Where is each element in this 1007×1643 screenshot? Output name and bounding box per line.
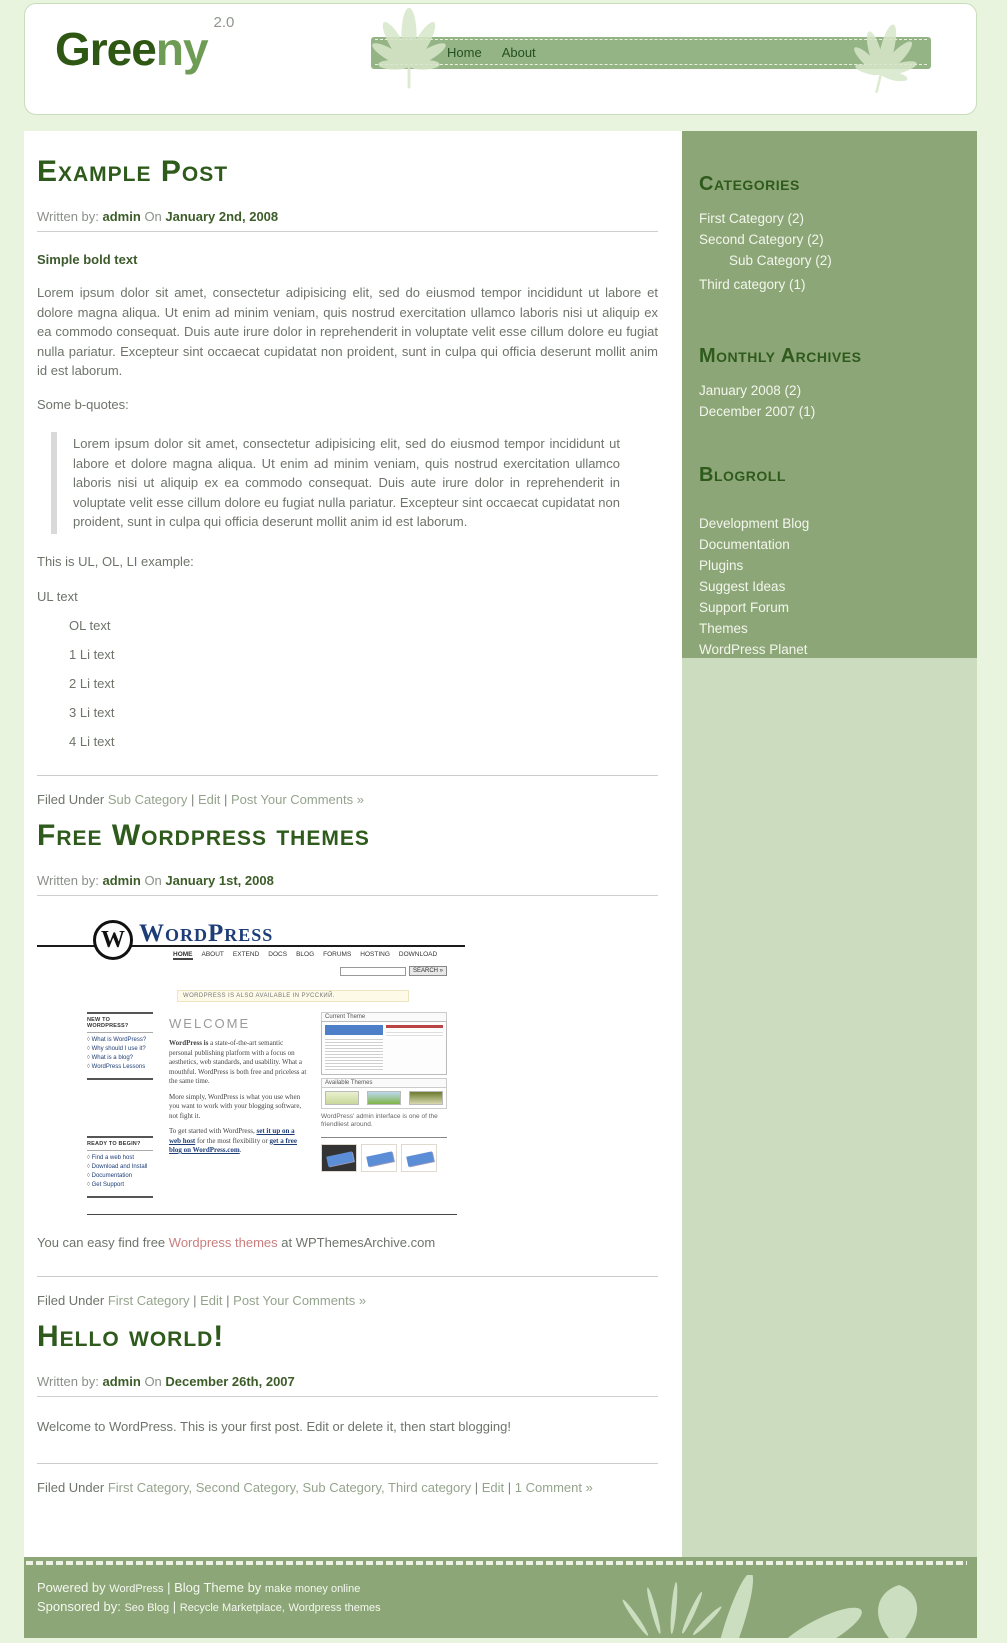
list-item — [699, 599, 959, 616]
wp-shot-right-column — [321, 1012, 447, 1198]
demo-list — [37, 589, 658, 749]
byline-prefix: Written by: — [37, 209, 99, 224]
wp-shot-nav-item: HOME — [173, 951, 193, 958]
list-item — [699, 536, 959, 553]
wordpress-themes-link[interactable]: Wordpress themes — [168, 1235, 278, 1250]
sidebar-item-wordpress-planet[interactable]: WordPress Planet — [699, 642, 808, 657]
wp-shot-link: ◊ WordPress Lessons — [87, 1063, 153, 1072]
wp-shot-sidebar-title: READY TO BEGIN? — [87, 1136, 153, 1151]
list-item — [699, 276, 959, 293]
comments-link[interactable]: Post Your Comments » — [231, 792, 364, 807]
closing-line — [37, 1235, 658, 1250]
closing-text: at WPThemesArchive.com — [281, 1235, 436, 1250]
archives-list — [699, 382, 959, 420]
footer-text — [37, 1579, 977, 1617]
blogroll-list — [699, 515, 959, 658]
main-content — [24, 131, 682, 1557]
sidebar-item-third-category[interactable]: Third category (1) — [699, 277, 806, 292]
list-intro: This is UL, OL, LI example: — [37, 553, 194, 569]
post-title[interactable]: Hello world! — [37, 1320, 225, 1353]
blockquote: Lorem ipsum dolor sit amet, consectetur adipisicing elit, sed do eiusmod tempor incididunt ut labore et dolore magna aliqua. Ut enim ad minim veniam, quis nostrud exercitation ullamco laboris nisi ut aliquip ex ea commodo consequat. Duis aute irure dolor in reprehenderit in voluptate velit esse cillum dolore eu fugiat nulla pariatur. Excepteur sint occaecat cupidatat non proident, sunt in culpa qui officia deserunt mollit anim id est laborum. — [51, 432, 630, 534]
list-item: UL text — [37, 589, 78, 604]
wp-shot-link: ◊ What is WordPress? — [87, 1036, 153, 1045]
gallery-thumbnail — [361, 1144, 397, 1172]
wp-shot-welcome-title: WELCOME — [169, 1016, 251, 1031]
wp-shot-sidebar-title: NEW TO WORDPRESS? — [87, 1012, 153, 1033]
filed-under-line — [37, 792, 658, 807]
separator: | — [507, 1479, 512, 1495]
sidebar — [682, 131, 977, 1557]
leaf-icon — [833, 11, 935, 113]
post-hello-world — [37, 1320, 658, 1495]
gallery-thumbnail — [321, 1144, 357, 1172]
post-divider — [37, 1463, 658, 1464]
theme-thumbnail — [325, 1091, 359, 1105]
wp-shot-link: ◊ Why should I use it? — [87, 1045, 153, 1054]
wp-shot-logo-text: WordPress — [139, 920, 274, 947]
wordpress-themes-link[interactable]: Wordpress themes — [288, 1602, 381, 1614]
post-byline — [37, 873, 658, 896]
nav-item-home[interactable]: Home — [447, 44, 482, 60]
wp-shot-theme-preview — [325, 1025, 383, 1071]
filed-category-link[interactable]: Sub Category — [107, 792, 188, 807]
byline-date: January 1st, 2008 — [165, 873, 274, 888]
list-item — [699, 382, 959, 399]
list-item — [729, 252, 959, 269]
list-item — [699, 515, 959, 532]
separator: | — [190, 792, 195, 807]
wp-shot-link: ◊ Get Support — [87, 1181, 153, 1190]
separator: | — [193, 1293, 197, 1308]
decorative-bar — [325, 1025, 383, 1035]
list-item — [699, 620, 959, 637]
sidebar-item-january-2008[interactable]: January 2008 (2) — [699, 383, 802, 398]
wp-shot-header — [37, 916, 465, 990]
theme-thumbnail — [367, 1091, 401, 1105]
main-row — [24, 131, 977, 1557]
categories-list — [699, 210, 959, 293]
page-wrapper — [24, 3, 977, 1638]
divider — [321, 1137, 447, 1138]
leaf-icon — [361, 4, 457, 100]
list-item: 1 Li text — [69, 647, 115, 662]
wp-shot-text: for the most flexibility or — [195, 1136, 270, 1145]
sidebar-item-december-2007[interactable]: December 2007 (1) — [699, 404, 816, 419]
decorative-lines — [325, 1037, 383, 1071]
byline-connector: On — [144, 873, 162, 888]
decorative-card — [406, 1151, 434, 1166]
wp-shot-sidebar-links — [87, 1033, 153, 1080]
wp-shot-available-themes-label: Available Themes — [321, 1078, 447, 1088]
wp-shot-gallery — [321, 1144, 447, 1172]
wp-shot-text: a state-of-the-art semantic personal publishing platform with a focus on aesthetics, web standards, and usability. What a mouthful. WordPress is both free and priceless at the same time. — [169, 1039, 307, 1085]
filed-category-link[interactable]: First Category, — [107, 1479, 193, 1495]
theme-thumbnail — [409, 1091, 443, 1105]
filed-under-line — [37, 1480, 658, 1495]
wordpress-screenshot-image — [37, 916, 465, 1215]
byline-prefix: Written by: — [37, 1374, 99, 1389]
wp-shot-text: . — [239, 1146, 242, 1154]
seo-blog-link[interactable]: Seo Blog — [124, 1602, 170, 1614]
wp-shot-link: get a free blog on WordPress.com — [169, 1136, 297, 1154]
byline-author: admin — [102, 873, 141, 888]
wp-shot-theme-info — [386, 1025, 443, 1071]
wp-shot-link: ◊ Find a web host — [87, 1154, 153, 1163]
wp-shot-current-theme-label: Current Theme — [321, 1012, 447, 1021]
filed-under-label: Filed Under — [37, 792, 105, 807]
logo-version: 2.0 — [213, 13, 235, 31]
wp-shot-caption: WordPress' admin interface is one of the friendliest around. — [321, 1113, 438, 1128]
decorative-bar — [386, 1025, 443, 1028]
quote-intro: Some b-quotes: — [37, 396, 129, 412]
sidebar-item-first-category[interactable]: First Category (2) — [699, 211, 805, 226]
widget-blogroll — [699, 464, 959, 658]
wp-shot-paragraph: More simply, WordPress is what you use when you want to work with your blogging software, not fight it. — [169, 1092, 302, 1120]
byline-author: admin — [102, 209, 141, 224]
wp-shot-nav-item: BLOG — [296, 951, 315, 958]
list-item — [699, 403, 959, 420]
sidebar-item-development-blog[interactable]: Development Blog — [699, 516, 810, 531]
footer-label: Sponsored by: — [37, 1599, 121, 1614]
comments-link[interactable]: Post Your Comments » — [233, 1293, 367, 1308]
byline-prefix: Written by: — [37, 873, 99, 888]
post-paragraph: Welcome to WordPress. This is your first post. Edit or delete it, then start blogging! — [37, 1419, 511, 1434]
nav-item-about[interactable]: About — [501, 44, 536, 60]
widget-title: Monthly Archives — [699, 345, 862, 367]
post-free-wordpress-themes — [37, 819, 658, 1308]
wp-shot-nav-item: HOSTING — [360, 951, 390, 958]
separator: | — [474, 1479, 479, 1495]
wp-shot-nav-item: DOCS — [268, 951, 288, 958]
logo-text-light: ny — [155, 23, 208, 75]
wp-shot-rule — [87, 1214, 457, 1215]
closing-text: You can easy find free — [37, 1235, 166, 1250]
filed-under-label: Filed Under — [37, 1293, 105, 1308]
wp-shot-sidebar — [87, 1012, 153, 1198]
byline-connector: On — [144, 209, 162, 224]
list-item: 3 Li text — [69, 705, 115, 720]
wp-shot-search — [340, 966, 447, 976]
wp-shot-search-button: SEARCH » — [409, 966, 447, 976]
post-title[interactable]: Example Post — [37, 155, 229, 188]
sidebar-item-themes[interactable]: Themes — [699, 621, 748, 636]
separator: | — [226, 1293, 230, 1308]
wordpress-link[interactable]: WordPress — [109, 1583, 164, 1595]
list-item — [699, 578, 959, 595]
wp-shot-nav — [173, 951, 437, 960]
filed-category-link[interactable]: Third category — [388, 1479, 472, 1495]
footer-sponsored-line — [37, 1598, 977, 1617]
footer-label: | Blog Theme by — [167, 1580, 262, 1595]
edit-link[interactable]: Edit — [481, 1479, 505, 1495]
post-byline — [37, 1374, 658, 1397]
sidebar-widget-box — [682, 131, 977, 658]
list-item: OL text — [69, 618, 111, 633]
list-item — [699, 641, 959, 658]
list-item: 2 Li text — [69, 676, 115, 691]
filed-under-line — [37, 1293, 658, 1308]
sidebar-item-sub-category[interactable]: Sub Category (2) — [729, 253, 832, 268]
make-money-online-link[interactable]: make money online — [264, 1583, 361, 1595]
post-title[interactable]: Free Wordpress themes — [37, 819, 370, 852]
footer-dashed-line — [26, 1561, 967, 1565]
wp-shot-bold: WordPress is — [169, 1039, 209, 1047]
separator: | — [172, 1599, 177, 1614]
byline-connector: On — [144, 1374, 162, 1389]
site-logo[interactable] — [55, 13, 235, 76]
wp-shot-link: ◊ Documentation — [87, 1172, 153, 1181]
post-byline — [37, 209, 658, 232]
list-item — [699, 231, 959, 248]
wp-shot-sidebar-links — [87, 1151, 153, 1198]
wp-shot-notice: WORDPRESS IS ALSO AVAILABLE IN РУССКИЙ. — [177, 990, 409, 1002]
edit-link[interactable]: Edit — [200, 1293, 223, 1308]
filed-category-link[interactable]: First Category — [107, 1293, 190, 1308]
sidebar-item-support-forum[interactable]: Support Forum — [699, 600, 790, 615]
wp-shot-body — [37, 1008, 465, 1210]
footer-powered-line — [37, 1579, 977, 1598]
footer-label: Powered by — [37, 1580, 106, 1595]
byline-author: admin — [102, 1374, 141, 1389]
wp-shot-link: set it up on a web host — [169, 1127, 295, 1145]
wp-shot-text: To get started with WordPress, — [169, 1127, 257, 1135]
wp-shot-main-column — [169, 1012, 307, 1198]
wp-shot-theme-thumbnails — [321, 1088, 447, 1109]
sidebar-item-plugins[interactable]: Plugins — [699, 558, 744, 573]
filed-under-label: Filed Under — [37, 1479, 105, 1495]
wordpress-logo-icon: W — [93, 920, 133, 960]
wp-shot-nav-item: ABOUT — [201, 951, 224, 958]
byline-date: January 2nd, 2008 — [165, 209, 279, 224]
post-divider — [37, 1276, 658, 1277]
wp-shot-paragraph — [169, 1039, 307, 1087]
byline-date: December 26th, 2007 — [165, 1374, 295, 1389]
decorative-card — [326, 1151, 354, 1166]
decorative-card — [366, 1151, 394, 1166]
post-example-post — [37, 155, 658, 807]
widget-title: Categories — [699, 173, 800, 195]
list-item — [699, 557, 959, 574]
widget-categories — [699, 173, 959, 293]
spacer — [87, 1080, 153, 1136]
separator: | — [224, 792, 228, 807]
wp-shot-nav-item: EXTEND — [232, 951, 260, 958]
gallery-thumbnail — [401, 1144, 437, 1172]
recycle-marketplace-link[interactable]: Recycle Marketplace, — [179, 1602, 285, 1614]
filed-category-link[interactable]: Sub Category, — [302, 1479, 385, 1495]
wp-shot-link: ◊ Download and Install — [87, 1163, 153, 1172]
list-item — [699, 210, 959, 227]
sidebar-item-suggest-ideas[interactable]: Suggest Ideas — [699, 579, 786, 594]
edit-link[interactable]: Edit — [197, 792, 221, 807]
widget-monthly-archives — [699, 345, 959, 420]
post-paragraph: Lorem ipsum dolor sit amet, consectetur adipisicing elit, sed do eiusmod tempor incididunt ut labore et dolore magna aliqua. Ut enim ad minim veniam, quis nostrud exercitation ullamco laboris nisi ut aliquip ex ea commodo consequat. Duis aute irure dolor in reprehenderit in voluptate velit esse cillum dolore eu fugiat nulla pariatur. Excepteur sint occaecat cupidatat non proident, sunt in culpa qui officia deserunt mollit anim id est laborum. — [37, 285, 658, 378]
wp-shot-link: ◊ What is a blog? — [87, 1054, 153, 1063]
decorative-lines — [386, 1030, 443, 1038]
wp-shot-current-theme-box — [321, 1021, 447, 1075]
site-header — [24, 3, 977, 115]
sidebar-item-second-category[interactable]: Second Category (2) — [699, 232, 824, 247]
sidebar-item-documentation[interactable]: Documentation — [699, 537, 790, 552]
wp-shot-nav-item: DOWNLOAD — [398, 951, 438, 958]
wp-shot-nav-item: FORUMS — [323, 951, 352, 958]
list-item: 4 Li text — [69, 734, 115, 749]
site-footer — [24, 1557, 977, 1638]
filed-category-link[interactable]: Second Category, — [195, 1479, 299, 1495]
wp-shot-paragraph — [169, 1127, 307, 1156]
post-subheading: Simple bold text — [37, 252, 138, 267]
post-divider — [37, 775, 658, 776]
wp-shot-search-input — [340, 967, 406, 976]
logo-text-bold: Gree — [55, 23, 156, 75]
comments-link[interactable]: 1 Comment » — [514, 1479, 593, 1495]
widget-title: Blogroll — [699, 464, 786, 486]
